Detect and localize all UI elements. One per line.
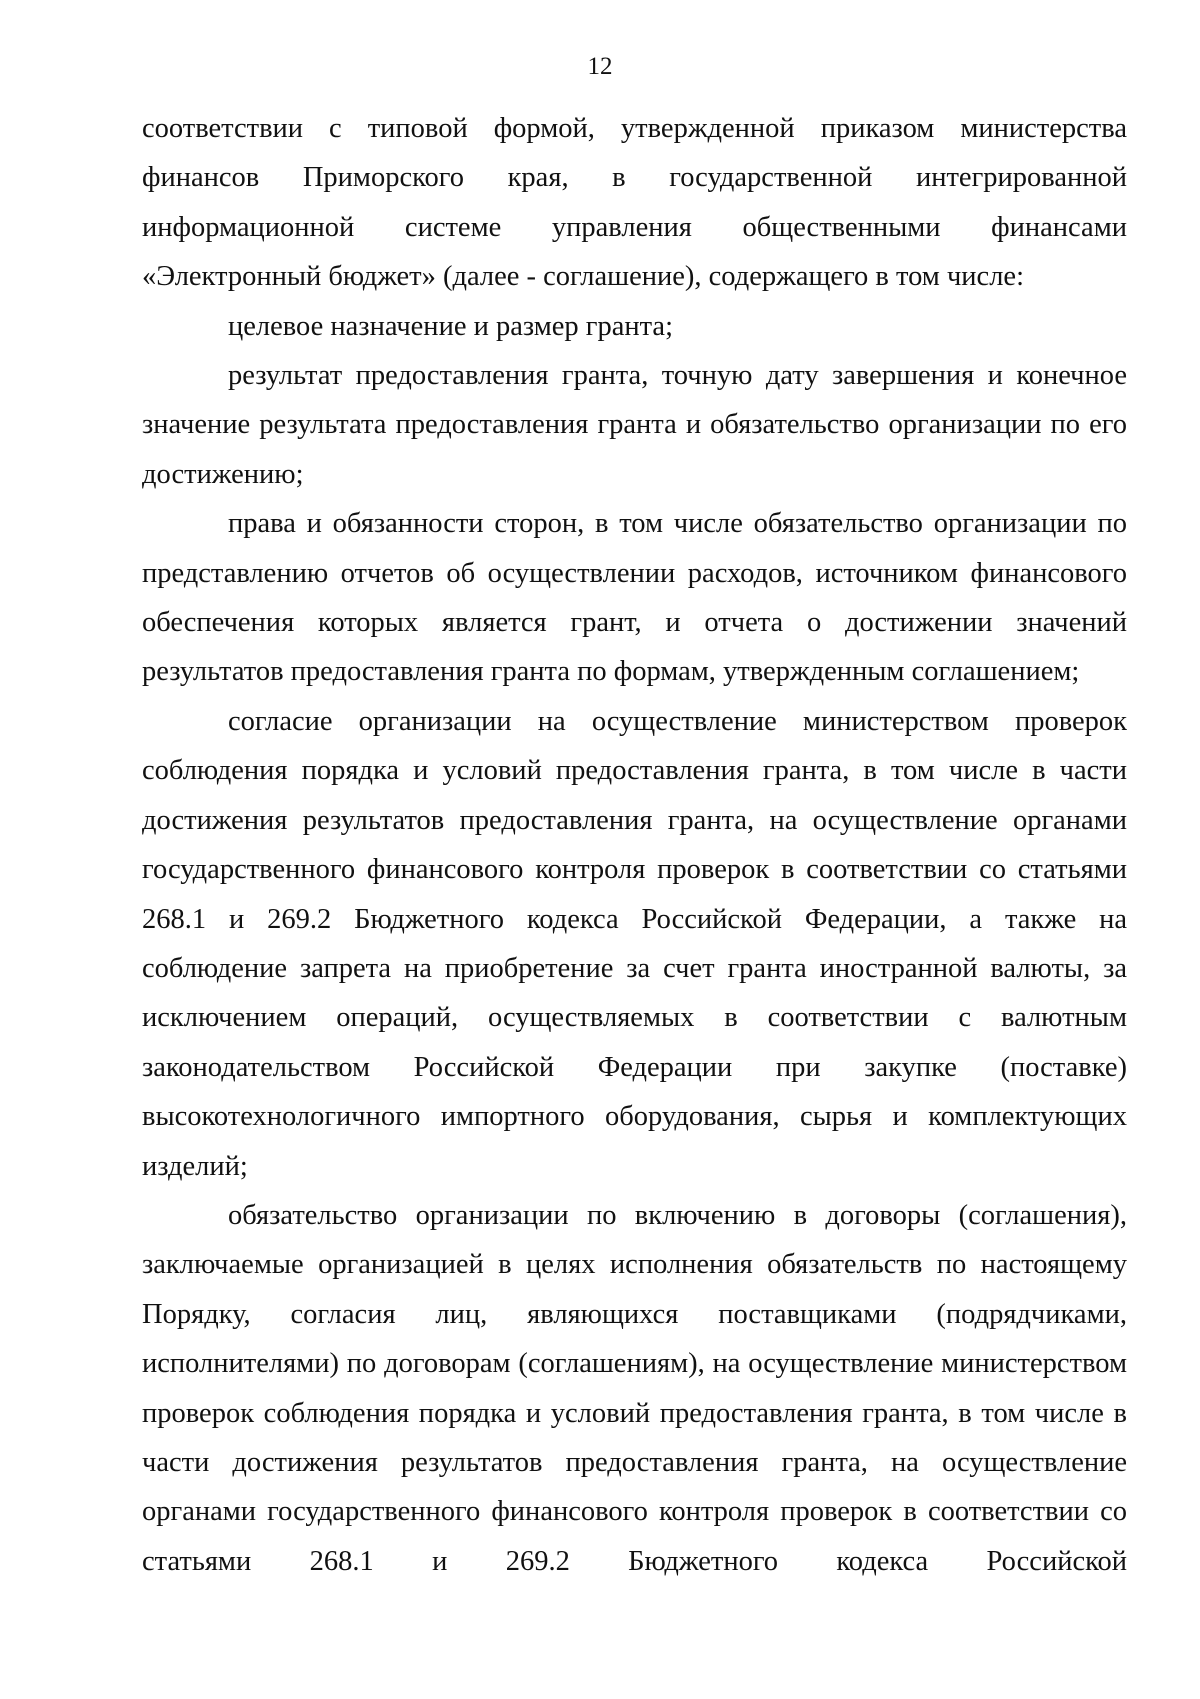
paragraph-continuation: соответствии с типовой формой, утвержденной приказом министерства финансов Приморского края, в государственной интегрированной информационной системе управления общественными финансами «Электронный бюджет» (далее - соглашение), содержащего в том числе: [142, 113, 1127, 293]
page-number: 12 [587, 53, 613, 80]
paragraph-grant-purpose: целевое назначение и размер гранта; [228, 310, 673, 342]
paragraph-grant-result: результат предоставления гранта, точную дату завершения и конечное значение результата предоставления гранта и обязательство организации по его достижению; [142, 360, 1127, 490]
document-body [142, 104, 1127, 1586]
paragraph-contract-obligation: обязательство организации по включению в договоры (соглашения), заключаемые организацией в целях исполнения обязательств по настоящему Порядку, согласия лиц, являющихся поставщиками (подрядчиками, исполнителями) по договорам (соглашениям), на осуществление министерством проверок соблюдения порядка и условий предоставления гранта, в том числе в части достижения результатов предоставления гранта, на осуществление органами государственного финансового контроля проверок в соответствии со статьями 268.1 и 269.2 Бюджетного кодекса Российской [142, 1199, 1127, 1577]
paragraph-consent-inspections: согласие организации на осуществление министерством проверок соблюдения порядка и условий предоставления гранта, в том числе в части достижения результатов предоставления гранта, на осуществление органами государственного финансового контроля проверок в соответствии со статьями 268.1 и 269.2 Бюджетного кодекса Российской Федерации, а также на соблюдение запрета на приобретение за счет гранта иностранной валюты, за исключением операций, осуществляемых в соответствии с валютным законодательством Российской Федерации при закупке (поставке) высокотехнологичного импортного оборудования, сырья и комплектующих изделий; [142, 705, 1127, 1182]
paragraph-rights-obligations: права и обязанности сторон, в том числе обязательство организации по представлению отчетов об осуществлении расходов, источником финансового обеспечения которых является грант, и отчета о достижении значений результатов предоставления гранта по формам, утвержденным соглашением; [142, 508, 1127, 688]
